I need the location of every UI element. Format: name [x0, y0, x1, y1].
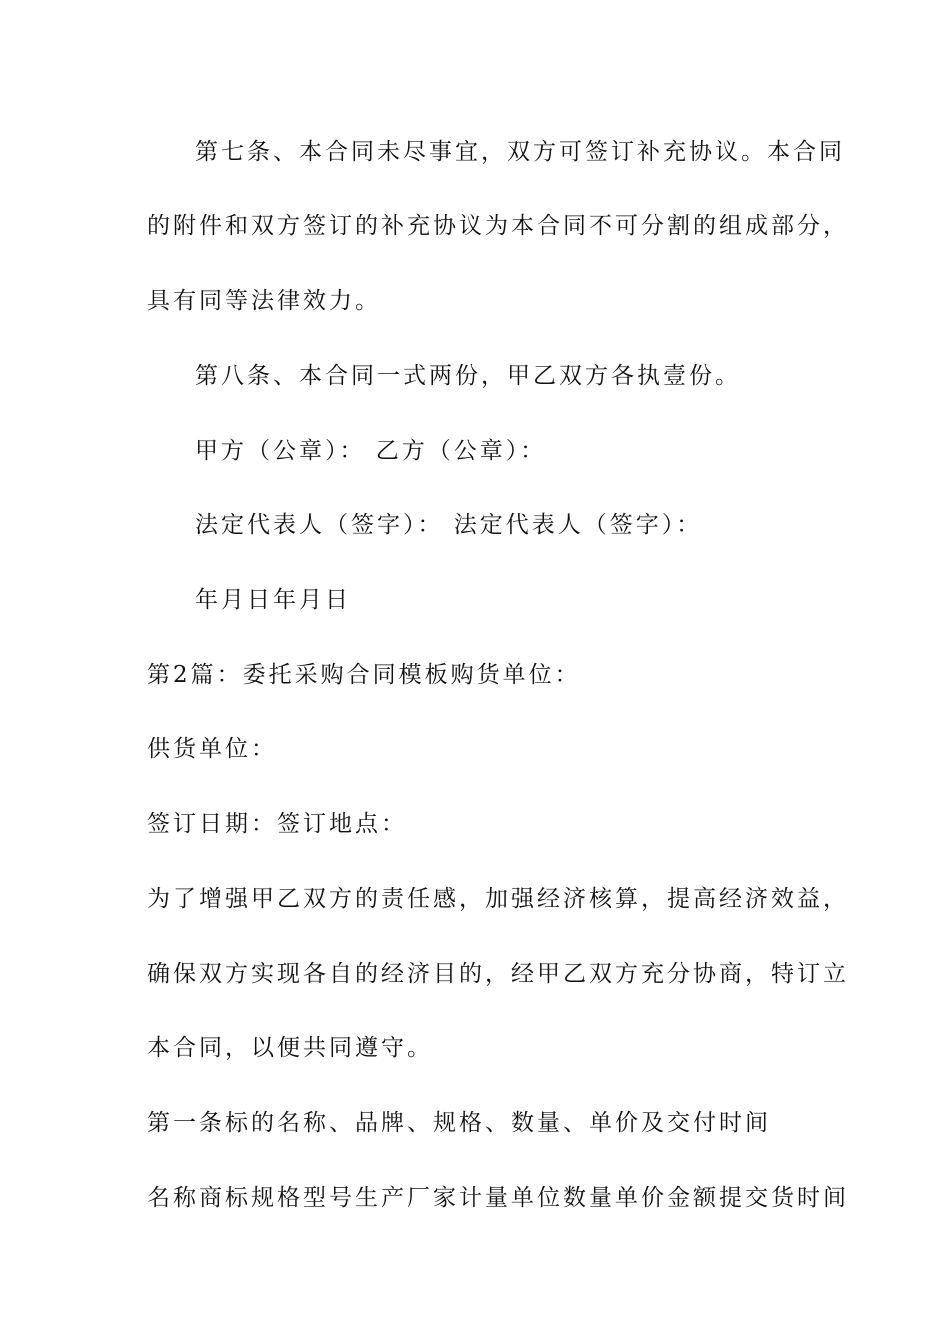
goods-table-header-line: 名称商标规格型号生产厂家计量单位数量单价金额提交货时间 [147, 1185, 849, 1211]
article-7-line-3: 具有同等法律效力。 [147, 288, 381, 314]
legal-representative-line: 法定代表人（签字）： 法定代表人（签字）： [195, 512, 703, 538]
party-seal-line: 甲方（公章）： 乙方（公章）： [195, 438, 547, 464]
purpose-line-2: 确保双方实现各自的经济目的，经甲乙双方充分协商，特订立 [147, 961, 849, 987]
article-7-line-2: 的附件和双方签订的补充协议为本合同不可分割的组成部分， [147, 213, 849, 239]
section-2-title: 第2篇：委托采购合同模板购货单位： [147, 662, 581, 688]
sign-date-place-line: 签订日期：签订地点： [147, 811, 407, 837]
article-8-line: 第八条、本合同一式两份，甲乙双方各执壹份。 [195, 363, 741, 389]
purpose-line-3: 本合同，以便共同遵守。 [147, 1035, 433, 1061]
article-1-title: 第一条标的名称、品牌、规格、数量、单价及交付时间 [147, 1110, 771, 1136]
purpose-line-1: 为了增强甲乙双方的责任感，加强经济核算，提高经济效益， [147, 886, 849, 912]
article-7-line-1: 第七条、本合同未尽事宜，双方可签订补充协议。本合同 [195, 139, 845, 165]
supplier-line: 供货单位： [147, 736, 277, 762]
date-line: 年月日年月日 [195, 587, 351, 613]
